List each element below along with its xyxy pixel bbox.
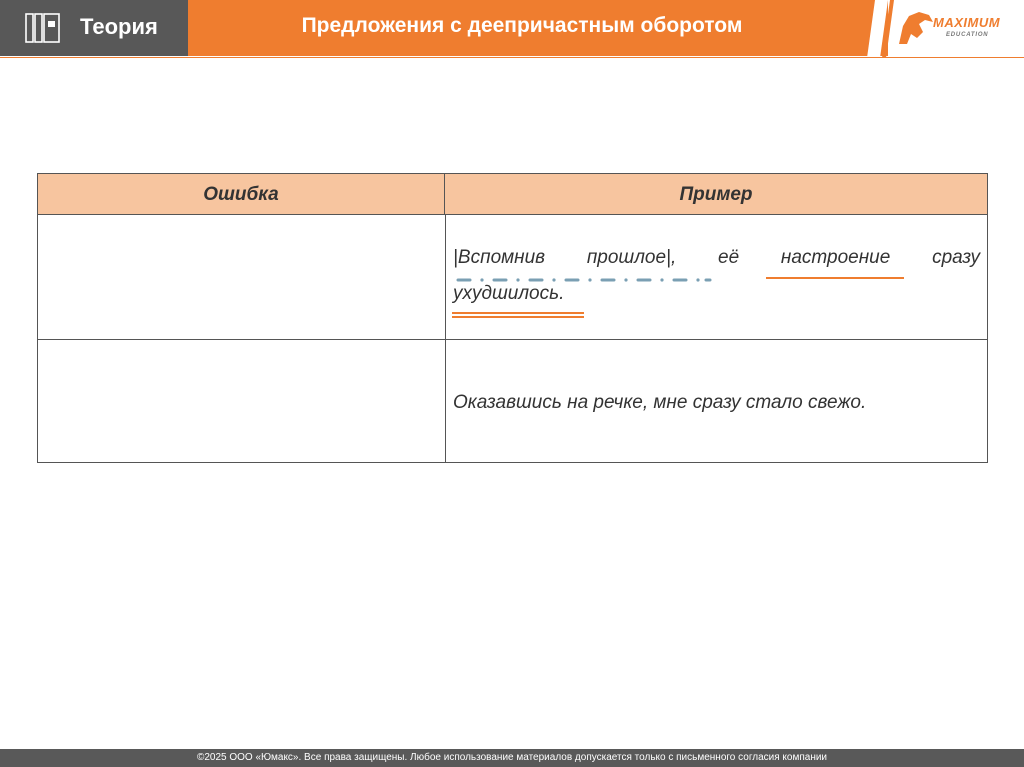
error-example-table <box>37 173 988 463</box>
grammar-underlines <box>38 174 987 462</box>
book-icon <box>24 10 64 46</box>
example-word: её <box>718 247 740 268</box>
table-header-example: Пример <box>445 174 987 215</box>
logo-name: MAXIMUM <box>933 15 1001 30</box>
row1-example-line1 <box>453 247 980 269</box>
example-word: сразу <box>932 247 980 268</box>
row1-example-line2: ухудшилось. <box>453 283 565 304</box>
page-title: Предложения с деепричастным оборотом <box>301 14 743 37</box>
table-header-error: Ошибка <box>38 174 445 215</box>
participle-dash-dot-underline <box>458 278 710 281</box>
example-word: |Вспомнив <box>453 247 546 268</box>
header-divider <box>0 57 1024 58</box>
row-divider <box>38 339 987 340</box>
row2-example: Оказавшись на речке, мне сразу стало свежо. <box>453 392 867 413</box>
example-word: настроение <box>780 247 891 268</box>
example-word: прошлое|, <box>586 247 677 268</box>
header-bar <box>0 0 1024 58</box>
footer-copyright: ©2025 ООО «Юмакс». Все права защищены. Любое использование материалов допускается только с письменного согласия компании <box>196 752 828 763</box>
logo-subtitle: EDUCATION <box>946 32 989 38</box>
section-label: Теория <box>80 14 158 39</box>
